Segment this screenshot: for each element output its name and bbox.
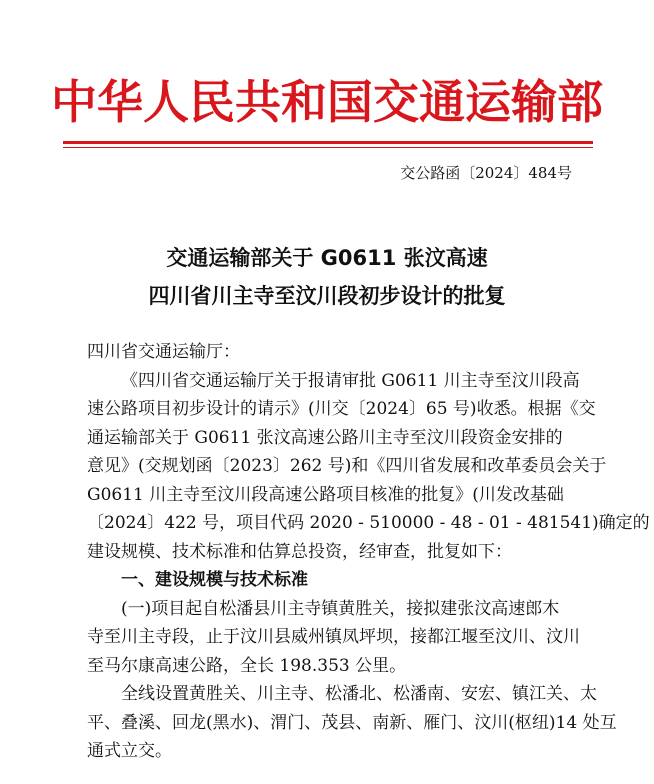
body-line: 至马尔康高速公路，全长 198.353 公里。	[87, 655, 407, 676]
body-line: 全线设置黄胜关、川主寺、松潘北、松潘南、安宏、镇江关、太	[121, 684, 597, 704]
body-line: 通式立交。	[87, 741, 172, 761]
body-line: (一)项目起自松潘县川主寺镇黄胜关，接拟建张汶高速郎木	[121, 598, 560, 619]
section-heading: 一、建设规模与技术标准	[121, 570, 308, 590]
document-number: 交公路函〔2024〕484号	[400, 164, 572, 182]
letterhead-title: 中华人民共和国交通运输部	[51, 75, 603, 129]
body-line: 速公路项目初步设计的请示》(川交〔2024〕65 号)收悉。根据《交	[87, 399, 596, 419]
body-line: 寺至川主寺段，止于汶川县威州镇凤坪坝，接都江堰至汶川、汶川	[87, 627, 580, 647]
body-line: G0611 川主寺至汶川段高速公路项目核准的批复》(川发改基础	[87, 484, 564, 505]
body-line: 平、叠溪、回龙(黑水)、渭门、茂县、南新、雁门、汶川(枢纽)14 处互	[87, 712, 617, 733]
salutation: 四川省交通运输厅：	[87, 342, 240, 362]
body-line: 通运输部关于 G0611 张汶高速公路川主寺至汶川段资金安排的	[87, 427, 563, 448]
body-line: 建设规模、技术标准和估算总投资，经审查，批复如下：	[87, 541, 512, 562]
body-line: 意见》(交规划函〔2023〕262 号)和《四川省发展和改革委员会关于	[87, 456, 607, 476]
document-title-line-2: 四川省川主寺至汶川段初步设计的批复	[148, 284, 506, 308]
letterhead-rule-thick	[63, 141, 593, 144]
document-title-line-1: 交通运输部关于 G0611 张汶高速	[166, 246, 488, 270]
letterhead-rule-thin	[63, 147, 593, 148]
body-line: 〔2024〕422 号，项目代码 2020 - 510000 - 48 - 01 - 481541)确定的	[87, 513, 650, 533]
body-line: 《四川省交通运输厅关于报请审批 G0611 川主寺至汶川段高	[121, 370, 580, 391]
document-body	[87, 338, 650, 766]
